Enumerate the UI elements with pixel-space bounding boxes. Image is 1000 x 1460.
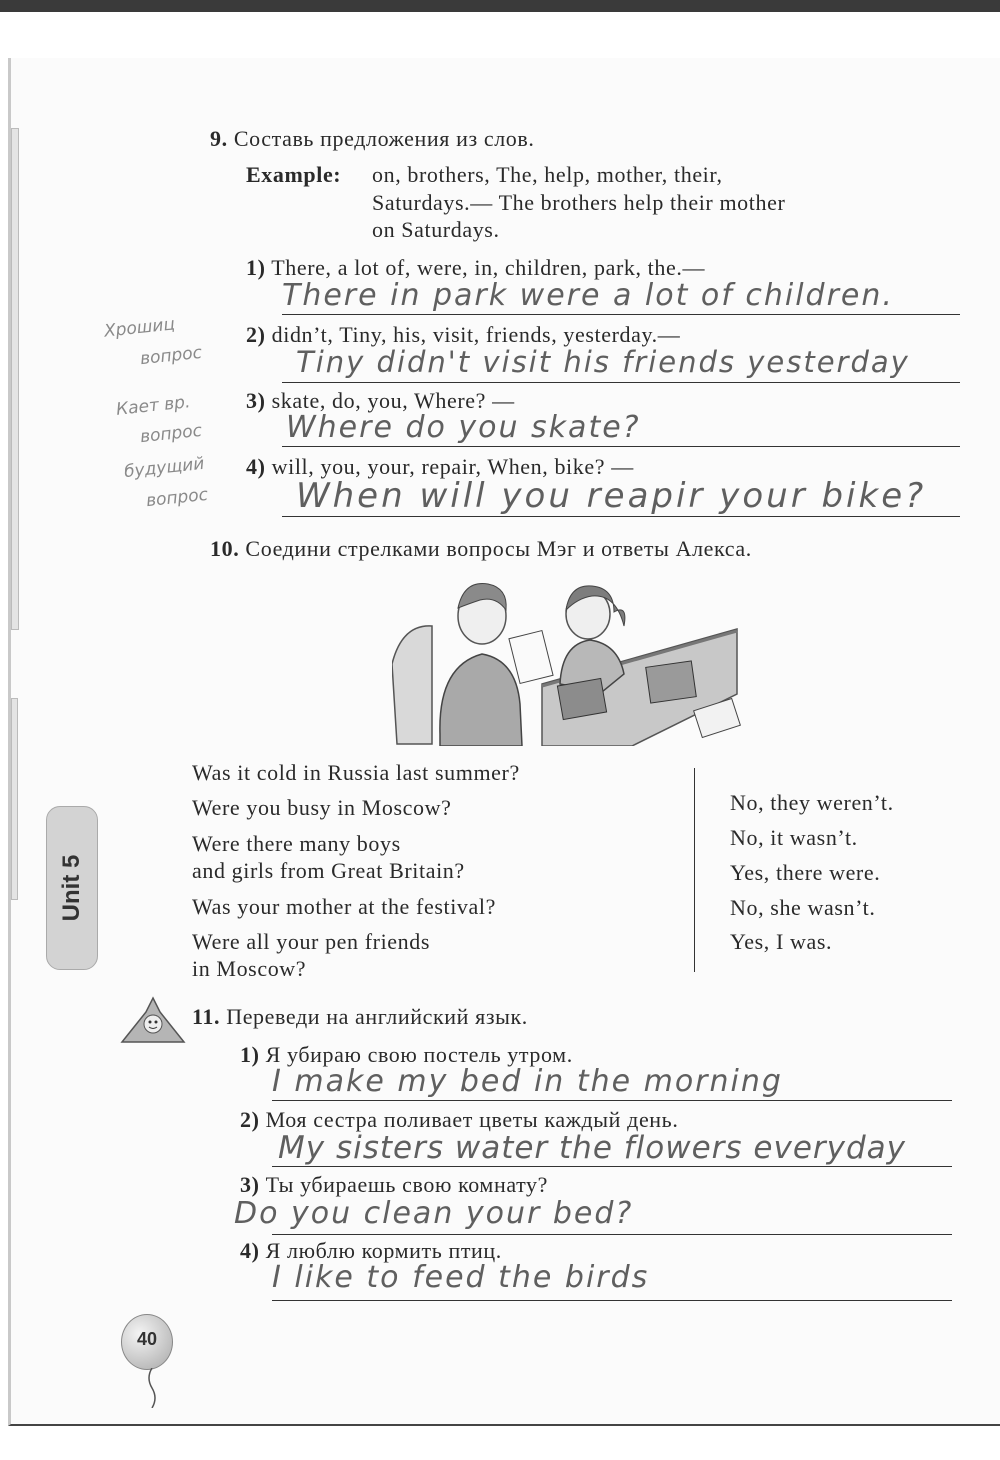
item-number: 3) — [246, 388, 266, 413]
answer-item: Yes, I was. — [730, 929, 833, 954]
page-number-balloon — [121, 1314, 173, 1370]
item-text: skate, do, you, Where? — — [271, 388, 515, 413]
item-number: 4) — [240, 1238, 260, 1263]
example-label: Example: — [246, 162, 342, 187]
answer-line — [272, 1300, 952, 1301]
column-divider — [694, 768, 695, 972]
answer-item: No, they weren’t. — [730, 790, 894, 815]
answer-line — [282, 314, 960, 315]
margin-note: вопрос — [139, 420, 203, 448]
children-illustration — [392, 574, 742, 746]
item-number: 2) — [246, 322, 266, 347]
item-text: will, you, your, repair, When, bike? — — [271, 454, 634, 479]
answer-line — [282, 516, 960, 517]
page-edge-tab — [11, 698, 18, 900]
question-item: Were you busy in Moscow? — [192, 795, 452, 820]
item-text: Ты убираешь свою комнату? — [265, 1172, 549, 1197]
page-number: 40 — [136, 1329, 158, 1349]
margin-note: будущий — [123, 453, 206, 483]
question-item: Was your mother at the festival? — [192, 894, 496, 919]
exercise-title: Составь предложения из слов. — [233, 126, 535, 151]
exercise-number: 11. — [192, 1004, 221, 1029]
question-item: Were all your pen friends — [192, 929, 431, 954]
question-item-continued: and girls from Great Britain? — [192, 858, 465, 883]
answer-line — [282, 446, 960, 447]
answer-item: Yes, there were. — [730, 860, 881, 885]
task-item — [240, 1172, 548, 1198]
scan-top-edge — [0, 0, 1000, 12]
exercise-number: 9. — [210, 126, 228, 151]
item-number: 2) — [240, 1107, 260, 1132]
item-number: 1) — [240, 1042, 260, 1067]
handwritten-answer: Where do you skate? — [286, 410, 641, 445]
exercise-10-header — [210, 536, 752, 562]
question-item-continued: in Moscow? — [192, 956, 307, 981]
answer-line — [272, 1100, 952, 1101]
handwritten-answer: I make my bed in the morning — [272, 1064, 783, 1099]
exercise-title: Переведи на английский язык. — [226, 1004, 528, 1029]
item-number: 4) — [246, 454, 266, 479]
handwritten-answer: There in park were a lot of children. — [282, 278, 894, 313]
example-line: Saturdays.— The brothers help their mother — [372, 190, 786, 215]
answer-line — [272, 1234, 952, 1235]
handwritten-answer: Tiny didn't visit his friends yesterday — [296, 345, 910, 379]
margin-note: Кает вр. — [115, 392, 192, 420]
star-icon — [120, 996, 186, 1044]
answer-item: No, it wasn’t. — [730, 825, 858, 850]
item-text: didn’t, Tiny, his, visit, friends, yesterday.— — [271, 322, 681, 347]
unit-label: Unit 5 — [58, 854, 85, 922]
item-number: 3) — [240, 1172, 260, 1197]
example-line: on, brothers, The, help, mother, their, — [372, 162, 723, 187]
handwritten-answer: When will you reapir your bike? — [296, 476, 927, 516]
margin-note: вопрос — [145, 484, 209, 512]
item-text: Моя сестра поливает цветы каждый день. — [265, 1107, 679, 1132]
answer-line — [272, 1166, 952, 1167]
handwritten-answer: I like to feed the birds — [272, 1260, 650, 1295]
handwritten-answer: Do you clean your bed? — [234, 1196, 634, 1231]
exercise-11-header — [192, 1004, 528, 1030]
item-number: 1) — [246, 255, 266, 280]
item-text: There, a lot of, were, in, children, park, the.— — [271, 255, 706, 280]
question-item: Was it cold in Russia last summer? — [192, 760, 520, 785]
item-text: Я люблю кормить птиц. — [265, 1238, 502, 1263]
answer-line — [282, 382, 960, 383]
margin-note: Хрошиц — [103, 314, 176, 342]
question-item: Were there many boys — [192, 831, 401, 856]
exercise-title: Соедини стрелками вопросы Мэг и ответы Алекса. — [245, 536, 752, 561]
answer-item: No, she wasn’t. — [730, 895, 876, 920]
exercise-number: 10. — [210, 536, 240, 561]
handwritten-answer: My sisters water the flowers everyday — [278, 1130, 907, 1166]
example-line: on Saturdays. — [372, 217, 500, 242]
item-text: Я убираю свою постель утром. — [265, 1042, 573, 1067]
margin-note: вопрос — [139, 342, 203, 370]
unit-tab — [46, 806, 98, 970]
balloon-string — [146, 1368, 158, 1408]
exercise-9-header — [210, 126, 534, 152]
page-edge-tab — [11, 128, 19, 630]
